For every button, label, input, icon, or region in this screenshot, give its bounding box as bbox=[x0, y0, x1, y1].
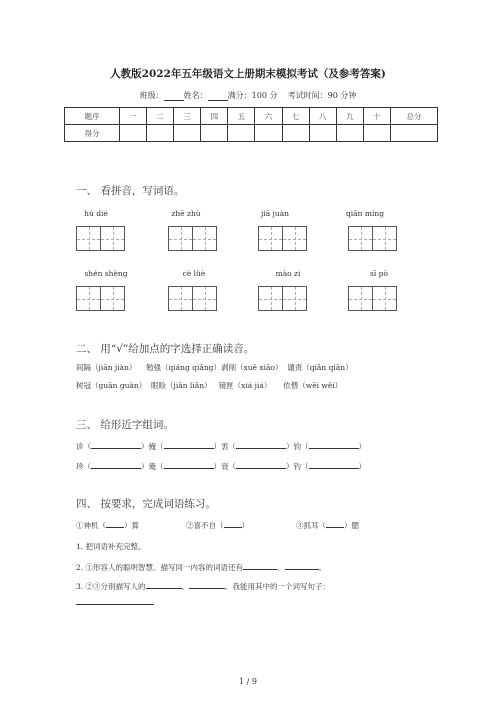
section2-heading: 二、 用“√”给加点的字选择正确读音。 bbox=[76, 343, 255, 355]
char-box[interactable] bbox=[168, 226, 193, 251]
char-box[interactable] bbox=[372, 286, 397, 311]
char-box[interactable] bbox=[76, 286, 101, 311]
score-cell[interactable] bbox=[336, 125, 363, 142]
score-cell[interactable] bbox=[174, 125, 201, 142]
header-cell: 四 bbox=[201, 108, 228, 125]
header-cell: 五 bbox=[228, 108, 255, 125]
char-box[interactable] bbox=[282, 226, 307, 251]
header-cell: 七 bbox=[282, 108, 309, 125]
section3-heading: 三、 给形近字组词。 bbox=[76, 419, 174, 431]
char-box[interactable] bbox=[192, 226, 217, 251]
answer-blank[interactable] bbox=[236, 460, 286, 469]
char-box[interactable] bbox=[348, 226, 373, 251]
idiom-text: ） bbox=[241, 521, 249, 530]
question-text: 、 bbox=[181, 582, 190, 591]
score-cell[interactable] bbox=[120, 125, 147, 142]
pinyin-label: sī pò bbox=[370, 269, 388, 278]
reading-line-1[interactable]: 间隔（jiān jiàn） 勉强（qiáng qiǎng）剥削（xuē xiāo） 谴责（qiǎn qiān） bbox=[76, 363, 353, 372]
pinyin-label: zhē zhù bbox=[171, 209, 201, 218]
writing-grid[interactable] bbox=[258, 286, 306, 311]
section4-heading: 四、 按要求，完成词语练习。 bbox=[76, 498, 216, 510]
page-title: 人教版2022年五年级语文上册期末模拟考试（及参考答案) bbox=[110, 68, 386, 80]
question-text: 、 bbox=[277, 563, 285, 572]
writing-grid[interactable] bbox=[76, 286, 124, 311]
question-text: 。我能用其中的一个词写句子： bbox=[225, 582, 331, 591]
exam-info bbox=[0, 90, 496, 101]
sentence-blank[interactable] bbox=[76, 604, 154, 605]
score-cell[interactable] bbox=[255, 125, 282, 142]
idiom-item bbox=[76, 519, 139, 531]
header-cell: 题序 bbox=[65, 108, 120, 125]
char-box[interactable] bbox=[282, 286, 307, 311]
header-cell: 九 bbox=[336, 108, 363, 125]
name-blank[interactable] bbox=[208, 91, 228, 101]
score-table bbox=[64, 107, 438, 142]
score-cell[interactable] bbox=[147, 125, 174, 142]
char-box[interactable] bbox=[258, 226, 283, 251]
word-row-2 bbox=[76, 460, 366, 472]
char-box[interactable] bbox=[76, 226, 101, 251]
word-char: ） bbox=[358, 462, 366, 471]
reading-line-2[interactable]: 树冠（guān guàn） 眼睑（jiǎn liǎn） 镜匣（xiá jiá） 依偎（wēi wěi） bbox=[76, 381, 343, 390]
question-3 bbox=[76, 580, 330, 592]
answer-blank[interactable] bbox=[164, 460, 214, 469]
score-cell[interactable] bbox=[228, 125, 255, 142]
answer-blank[interactable] bbox=[309, 460, 359, 469]
answer-blank[interactable] bbox=[91, 460, 141, 469]
idiom-text: ③抓耳（ bbox=[296, 521, 326, 530]
header-cell: 十 bbox=[363, 108, 390, 125]
word-char: ）钓（ bbox=[286, 462, 309, 471]
word-char: ）衰（ bbox=[213, 462, 236, 471]
writing-grid[interactable] bbox=[168, 286, 216, 311]
idiom-text: ②喜不自（ bbox=[186, 521, 224, 530]
idiom-text: ）算 bbox=[124, 521, 139, 530]
question-2 bbox=[76, 561, 326, 573]
char-box[interactable] bbox=[168, 286, 193, 311]
word-char: ）掩（ bbox=[141, 442, 164, 451]
pinyin-label: shén shèng bbox=[84, 269, 128, 278]
char-box[interactable] bbox=[258, 286, 283, 311]
header-cell: 六 bbox=[255, 108, 282, 125]
char-box[interactable] bbox=[372, 226, 397, 251]
word-char: ）钧（ bbox=[286, 442, 309, 451]
header-cell: 总分 bbox=[391, 108, 438, 125]
word-char: ）俺（ bbox=[141, 462, 164, 471]
idiom-text: ①神机（ bbox=[76, 521, 106, 530]
question-1: 1. 把词语补充完整。 bbox=[76, 542, 146, 551]
score-cell[interactable] bbox=[309, 125, 336, 142]
answer-blank[interactable] bbox=[236, 440, 286, 449]
pinyin-label: hú dié bbox=[84, 209, 108, 218]
idiom-item bbox=[186, 519, 249, 531]
exam-time: 考试时间：90 分钟 bbox=[287, 91, 357, 100]
word-char: 诊（ bbox=[76, 442, 91, 451]
pinyin-label: jiā juàn bbox=[260, 209, 290, 218]
answer-blank[interactable] bbox=[91, 440, 141, 449]
answer-blank[interactable] bbox=[309, 440, 359, 449]
score-cell[interactable] bbox=[201, 125, 228, 142]
word-char: 珍（ bbox=[76, 462, 91, 471]
question-text: 。 bbox=[318, 563, 327, 572]
full-score: 满分：100 分 bbox=[227, 91, 278, 100]
score-cell[interactable] bbox=[363, 125, 390, 142]
header-cell: 二 bbox=[147, 108, 174, 125]
char-box[interactable] bbox=[100, 286, 125, 311]
answer-blank[interactable] bbox=[326, 519, 344, 528]
score-table-header-row bbox=[65, 108, 438, 125]
writing-grid[interactable] bbox=[348, 286, 396, 311]
section1-heading: 一、 看拼音，写词语。 bbox=[76, 185, 185, 197]
answer-blank[interactable] bbox=[146, 580, 182, 589]
row-label: 得分 bbox=[65, 125, 120, 142]
header-cell: 一 bbox=[120, 108, 147, 125]
score-cell[interactable] bbox=[282, 125, 309, 142]
header-cell: 八 bbox=[309, 108, 336, 125]
char-box[interactable] bbox=[348, 286, 373, 311]
header-cell: 三 bbox=[174, 108, 201, 125]
idiom-item bbox=[296, 519, 359, 531]
score-table-score-row bbox=[65, 125, 438, 142]
writing-grid[interactable] bbox=[258, 226, 306, 251]
answer-blank[interactable] bbox=[224, 519, 242, 528]
answer-blank[interactable] bbox=[285, 561, 319, 570]
char-box[interactable] bbox=[192, 286, 217, 311]
char-box[interactable] bbox=[100, 226, 125, 251]
page-number: 1 / 9 bbox=[239, 677, 257, 686]
question-text: 3. ②③分别描写人的 bbox=[76, 582, 146, 591]
pinyin-label: qiān míng bbox=[345, 209, 385, 218]
writing-grid[interactable] bbox=[168, 226, 216, 251]
name-label: 姓名： bbox=[183, 91, 208, 100]
writing-grid[interactable] bbox=[348, 226, 396, 251]
answer-blank[interactable] bbox=[189, 580, 225, 589]
class-label: 班级： bbox=[139, 91, 164, 100]
pinyin-label: cè lüè bbox=[182, 269, 206, 278]
writing-grid[interactable] bbox=[76, 226, 124, 251]
word-row-1 bbox=[76, 440, 366, 452]
answer-blank[interactable] bbox=[106, 519, 124, 528]
question-text: 2. ①形容人的聪明智慧。描写同一内容的词语还有 bbox=[76, 563, 244, 572]
word-char: ） bbox=[358, 442, 366, 451]
pinyin-label: mào zi bbox=[275, 269, 301, 278]
answer-blank[interactable] bbox=[164, 440, 214, 449]
class-blank[interactable] bbox=[164, 91, 184, 101]
score-cell[interactable] bbox=[391, 125, 438, 142]
word-char: ）衷（ bbox=[213, 442, 236, 451]
answer-blank[interactable] bbox=[243, 561, 277, 570]
idiom-text: ）腮 bbox=[344, 521, 359, 530]
